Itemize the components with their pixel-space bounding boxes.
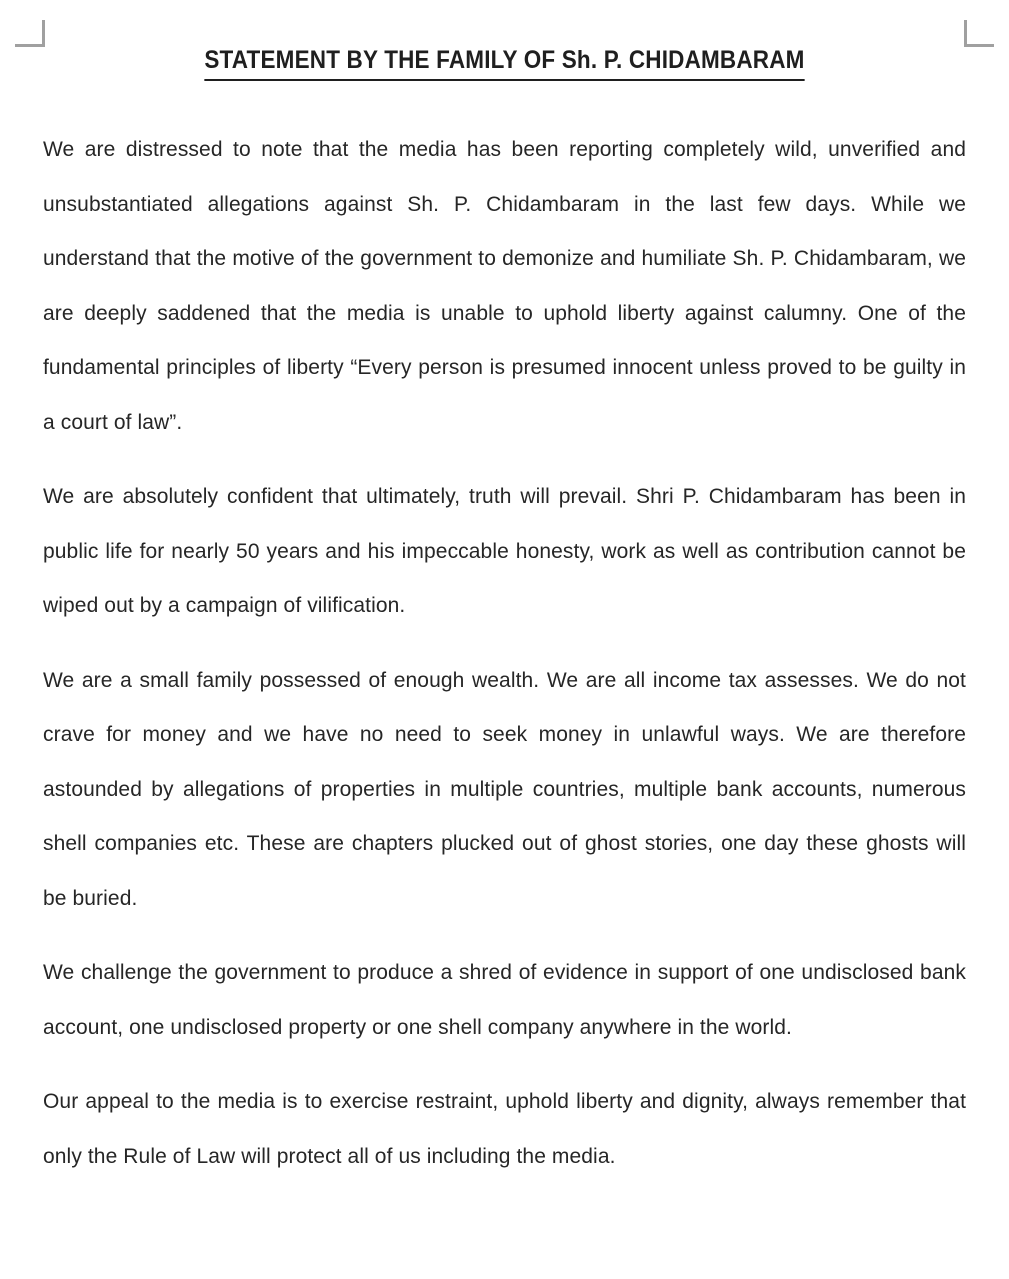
document-title bbox=[0, 46, 1009, 81]
paragraph-1: We are distressed to note that the media has been reporting completely wild, unverified and unsubstantiated allegations against Sh. P. Chidambaram in the last few days. While we understand that the motive of the government to demonize and humiliate Sh. P. Chidambaram, we are deeply saddened that the media is unable to uphold liberty against calumny. One of the fundamental principles of liberty “Every person is presumed innocent unless proved to be guilty in a court of law”. bbox=[43, 138, 966, 434]
paragraph-3: We are a small family possessed of enough wealth. We are all income tax assesses. We do not crave for money and we have no need to seek money in unlawful ways. We are therefore astounded by allegations of properties in multiple countries, multiple bank accounts, numerous shell companies etc. These are chapters plucked out of ghost stories, one day these ghosts will be buried. bbox=[43, 668, 966, 910]
document-body bbox=[0, 123, 1009, 1184]
paragraph-5: Our appeal to the media is to exercise restraint, uphold liberty and dignity, always remember that only the Rule of Law will protect all of us including the media. bbox=[43, 1090, 966, 1168]
crop-mark-top-left-icon bbox=[15, 20, 45, 47]
crop-mark-top-right-icon bbox=[964, 20, 994, 47]
paragraph-2: We are absolutely confident that ultimately, truth will prevail. Shri P. Chidambaram has been in public life for nearly 50 years and his impeccable honesty, work as well as contribution cannot be wiped out by a campaign of vilification. bbox=[43, 485, 966, 617]
paragraph-4: We challenge the government to produce a shred of evidence in support of one undisclosed bank account, one undisclosed property or one shell company anywhere in the world. bbox=[43, 961, 966, 1039]
document-title-text: STATEMENT BY THE FAMILY OF Sh. P. CHIDAMBARAM bbox=[204, 46, 804, 81]
